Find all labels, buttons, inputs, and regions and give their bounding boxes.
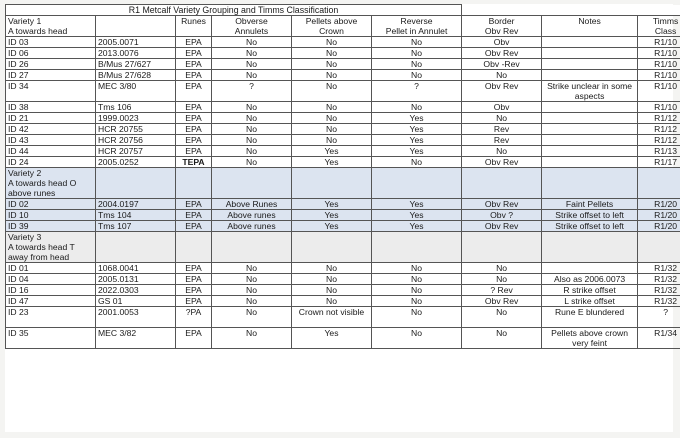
cell-notes bbox=[542, 146, 638, 157]
cell-runes: EPA bbox=[176, 296, 212, 307]
header-notes: Notes bbox=[542, 16, 638, 37]
group-label bbox=[6, 168, 96, 199]
empty-cell bbox=[462, 168, 542, 199]
group-label-line: above runes bbox=[8, 188, 56, 198]
cell-notes bbox=[542, 124, 638, 135]
cell-timms: R1/20 bbox=[638, 221, 680, 232]
cell-ref: 2005.0131 bbox=[96, 274, 176, 285]
cell-border: Obv -Rev bbox=[462, 59, 542, 70]
table-row bbox=[6, 37, 680, 48]
cell-obv: Above runes bbox=[212, 221, 292, 232]
header-timms: Timms Class bbox=[638, 16, 680, 37]
table-row bbox=[6, 221, 680, 232]
cell-id: ID 10 bbox=[6, 210, 96, 221]
cell-rev: No bbox=[372, 274, 462, 285]
empty-cell bbox=[542, 168, 638, 199]
table-row bbox=[6, 102, 680, 113]
table-row bbox=[6, 210, 680, 221]
cell-obv: Above runes bbox=[212, 210, 292, 221]
group-label-line: away from head bbox=[8, 252, 70, 262]
cell-ref: 2022.0303 bbox=[96, 285, 176, 296]
cell-timms: R1/12 bbox=[638, 135, 680, 146]
cell-notes bbox=[542, 157, 638, 168]
cell-notes: Strike offset to left bbox=[542, 210, 638, 221]
cell-id: ID 06 bbox=[6, 48, 96, 59]
cell-notes: Faint Pellets bbox=[542, 199, 638, 210]
cell-notes bbox=[542, 102, 638, 113]
group-label bbox=[6, 232, 96, 263]
cell-rev: No bbox=[372, 307, 462, 328]
cell-obv: No bbox=[212, 263, 292, 274]
empty-cell bbox=[96, 232, 176, 263]
cell-id: ID 16 bbox=[6, 285, 96, 296]
empty-cell bbox=[638, 232, 680, 263]
table-row bbox=[6, 285, 680, 296]
cell-border: ? Rev bbox=[462, 285, 542, 296]
cell-notes bbox=[542, 70, 638, 81]
cell-pellets: No bbox=[292, 59, 372, 70]
table-row bbox=[6, 81, 680, 102]
table-row bbox=[6, 124, 680, 135]
cell-pellets: No bbox=[292, 81, 372, 102]
cell-ref: MEC 3/82 bbox=[96, 328, 176, 349]
cell-timms: R1/20 bbox=[638, 199, 680, 210]
cell-pellets: No bbox=[292, 102, 372, 113]
cell-border: Obv Rev bbox=[462, 199, 542, 210]
cell-pellets: Yes bbox=[292, 210, 372, 221]
cell-ref: HCR 20756 bbox=[96, 135, 176, 146]
cell-border: No bbox=[462, 263, 542, 274]
cell-obv: No bbox=[212, 274, 292, 285]
cell-rev: Yes bbox=[372, 210, 462, 221]
cell-runes: EPA bbox=[176, 199, 212, 210]
cell-border: Obv Rev bbox=[462, 296, 542, 307]
cell-border: Obv ? bbox=[462, 210, 542, 221]
table-title: R1 Metcalf Variety Grouping and Timms Classification bbox=[6, 5, 462, 16]
cell-border: Rev bbox=[462, 124, 542, 135]
cell-rev: No bbox=[372, 48, 462, 59]
cell-id: ID 35 bbox=[6, 328, 96, 349]
cell-id: ID 27 bbox=[6, 70, 96, 81]
cell-id: ID 04 bbox=[6, 274, 96, 285]
cell-obv: No bbox=[212, 135, 292, 146]
cell-timms: R1/13 bbox=[638, 146, 680, 157]
table-row bbox=[6, 59, 680, 70]
table-row bbox=[6, 48, 680, 59]
header-border: Border Obv Rev bbox=[462, 16, 542, 37]
cell-timms: R1/32 bbox=[638, 285, 680, 296]
cell-rev: Yes bbox=[372, 135, 462, 146]
group-label-line: A towards head O bbox=[8, 178, 77, 188]
cell-border: Obv bbox=[462, 102, 542, 113]
cell-id: ID 26 bbox=[6, 59, 96, 70]
cell-runes: EPA bbox=[176, 37, 212, 48]
cell-notes: Rune E blundered bbox=[542, 307, 638, 328]
table-row bbox=[6, 296, 680, 307]
cell-notes: Also as 2006.0073 bbox=[542, 274, 638, 285]
cell-rev: No bbox=[372, 102, 462, 113]
cell-runes: EPA bbox=[176, 124, 212, 135]
cell-ref: MEC 3/80 bbox=[96, 81, 176, 102]
cell-ref: Tms 107 bbox=[96, 221, 176, 232]
cell-runes: EPA bbox=[176, 328, 212, 349]
cell-timms: R1/10 bbox=[638, 48, 680, 59]
cell-pellets: No bbox=[292, 285, 372, 296]
cell-runes: ?PA bbox=[176, 307, 212, 328]
cell-timms: R1/32 bbox=[638, 296, 680, 307]
cell-obv: No bbox=[212, 70, 292, 81]
cell-notes: L strike offset bbox=[542, 296, 638, 307]
cell-obv: No bbox=[212, 296, 292, 307]
empty-cell bbox=[542, 232, 638, 263]
cell-timms: R1/12 bbox=[638, 113, 680, 124]
cell-rev: No bbox=[372, 70, 462, 81]
cell-pellets: Yes bbox=[292, 221, 372, 232]
cell-obv: No bbox=[212, 102, 292, 113]
title-row bbox=[6, 5, 680, 16]
table-row bbox=[6, 146, 680, 157]
cell-timms: R1/17 bbox=[638, 157, 680, 168]
cell-rev: No bbox=[372, 328, 462, 349]
cell-ref: B/Mus 27/627 bbox=[96, 59, 176, 70]
cell-rev: ? bbox=[372, 81, 462, 102]
empty-cell bbox=[372, 232, 462, 263]
cell-obv: No bbox=[212, 328, 292, 349]
cell-border: No bbox=[462, 113, 542, 124]
cell-id: ID 38 bbox=[6, 102, 96, 113]
cell-rev: Yes bbox=[372, 113, 462, 124]
cell-ref: Tms 104 bbox=[96, 210, 176, 221]
cell-border: No bbox=[462, 307, 542, 328]
cell-pellets: No bbox=[292, 274, 372, 285]
cell-pellets: No bbox=[292, 296, 372, 307]
cell-ref: 2005.0071 bbox=[96, 37, 176, 48]
table-row bbox=[6, 157, 680, 168]
table-row bbox=[6, 199, 680, 210]
header-reverse: Reverse Pellet in Annulet bbox=[372, 16, 462, 37]
cell-pellets: Yes bbox=[292, 199, 372, 210]
empty-cell bbox=[372, 168, 462, 199]
cell-timms: R1/20 bbox=[638, 210, 680, 221]
cell-ref: Tms 106 bbox=[96, 102, 176, 113]
header-pellets-crown: Pellets above Crown bbox=[292, 16, 372, 37]
cell-runes: EPA bbox=[176, 102, 212, 113]
cell-id: ID 42 bbox=[6, 124, 96, 135]
cell-id: ID 24 bbox=[6, 157, 96, 168]
cell-ref: B/Mus 27/628 bbox=[96, 70, 176, 81]
empty-cell bbox=[638, 168, 680, 199]
cell-border: Obv bbox=[462, 37, 542, 48]
cell-runes: EPA bbox=[176, 135, 212, 146]
cell-runes: EPA bbox=[176, 48, 212, 59]
cell-border: Obv Rev bbox=[462, 48, 542, 59]
classification-table bbox=[5, 4, 680, 349]
cell-timms: R1/34 bbox=[638, 328, 680, 349]
cell-ref: HCR 20755 bbox=[96, 124, 176, 135]
header-runes: Runes bbox=[176, 16, 212, 37]
cell-rev: Yes bbox=[372, 146, 462, 157]
cell-runes: EPA bbox=[176, 263, 212, 274]
cell-ref: GS 01 bbox=[96, 296, 176, 307]
cell-pellets: No bbox=[292, 135, 372, 146]
cell-border: Obv Rev bbox=[462, 157, 542, 168]
empty-cell bbox=[212, 168, 292, 199]
cell-runes: EPA bbox=[176, 70, 212, 81]
cell-timms: R1/32 bbox=[638, 263, 680, 274]
cell-rev: Yes bbox=[372, 124, 462, 135]
cell-pellets: Crown not visible bbox=[292, 307, 372, 328]
cell-notes bbox=[542, 48, 638, 59]
cell-pellets: No bbox=[292, 113, 372, 124]
cell-notes bbox=[542, 263, 638, 274]
cell-runes: EPA bbox=[176, 210, 212, 221]
cell-ref: 1999.0023 bbox=[96, 113, 176, 124]
header-row bbox=[6, 16, 680, 37]
cell-border: Rev bbox=[462, 135, 542, 146]
cell-id: ID 01 bbox=[6, 263, 96, 274]
cell-runes: EPA bbox=[176, 221, 212, 232]
cell-runes: EPA bbox=[176, 113, 212, 124]
cell-timms: R1/10 bbox=[638, 59, 680, 70]
group-label-line: Variety 3 bbox=[8, 232, 42, 242]
empty-cell bbox=[212, 232, 292, 263]
cell-border: No bbox=[462, 274, 542, 285]
cell-notes bbox=[542, 37, 638, 48]
header-variety: Variety 1 A towards head bbox=[6, 16, 96, 37]
group-label-line: Variety 2 bbox=[8, 168, 42, 178]
cell-obv: No bbox=[212, 124, 292, 135]
cell-id: ID 21 bbox=[6, 113, 96, 124]
cell-timms: R1/32 bbox=[638, 274, 680, 285]
cell-rev: No bbox=[372, 263, 462, 274]
cell-ref: 2001.0053 bbox=[96, 307, 176, 328]
cell-rev: Yes bbox=[372, 199, 462, 210]
cell-id: ID 23 bbox=[6, 307, 96, 328]
cell-pellets: No bbox=[292, 263, 372, 274]
cell-timms: ? bbox=[638, 307, 680, 328]
cell-rev: No bbox=[372, 37, 462, 48]
cell-rev: No bbox=[372, 296, 462, 307]
cell-notes: R strike offset bbox=[542, 285, 638, 296]
empty-cell bbox=[176, 232, 212, 263]
cell-id: ID 43 bbox=[6, 135, 96, 146]
cell-rev: No bbox=[372, 157, 462, 168]
cell-runes: EPA bbox=[176, 81, 212, 102]
cell-obv: No bbox=[212, 48, 292, 59]
cell-notes bbox=[542, 113, 638, 124]
group-header-row bbox=[6, 232, 680, 263]
cell-runes: EPA bbox=[176, 285, 212, 296]
cell-runes: EPA bbox=[176, 146, 212, 157]
cell-id: ID 39 bbox=[6, 221, 96, 232]
cell-id: ID 34 bbox=[6, 81, 96, 102]
cell-timms: R1/12 bbox=[638, 124, 680, 135]
cell-notes: Strike unclear in some aspects bbox=[542, 81, 638, 102]
cell-obv: No bbox=[212, 59, 292, 70]
cell-border: Obv Rev bbox=[462, 221, 542, 232]
cell-obv: No bbox=[212, 307, 292, 328]
cell-border: No bbox=[462, 146, 542, 157]
group-label-line: A towards head T bbox=[8, 242, 75, 252]
cell-notes bbox=[542, 59, 638, 70]
cell-border: No bbox=[462, 328, 542, 349]
table-row bbox=[6, 135, 680, 146]
empty-cell bbox=[462, 232, 542, 263]
empty-cell bbox=[292, 168, 372, 199]
cell-id: ID 03 bbox=[6, 37, 96, 48]
cell-notes: Strike offset to left bbox=[542, 221, 638, 232]
cell-obv: No bbox=[212, 146, 292, 157]
cell-id: ID 02 bbox=[6, 199, 96, 210]
empty-cell bbox=[176, 168, 212, 199]
empty-cell bbox=[292, 232, 372, 263]
cell-timms: R1/10 bbox=[638, 37, 680, 48]
cell-id: ID 44 bbox=[6, 146, 96, 157]
cell-ref: HCR 20757 bbox=[96, 146, 176, 157]
table-row bbox=[6, 274, 680, 285]
cell-rev: No bbox=[372, 285, 462, 296]
cell-timms: R1/10 bbox=[638, 70, 680, 81]
cell-runes: EPA bbox=[176, 274, 212, 285]
cell-notes: Pellets above crown very feint bbox=[542, 328, 638, 349]
cell-id: ID 47 bbox=[6, 296, 96, 307]
cell-obv: Above Runes bbox=[212, 199, 292, 210]
cell-pellets: No bbox=[292, 48, 372, 59]
document-page bbox=[5, 4, 679, 432]
cell-ref: 1068.0041 bbox=[96, 263, 176, 274]
table-row bbox=[6, 307, 680, 328]
cell-rev: Yes bbox=[372, 221, 462, 232]
cell-ref: 2004.0197 bbox=[96, 199, 176, 210]
cell-timms: R1/10 bbox=[638, 81, 680, 102]
cell-obv: No bbox=[212, 113, 292, 124]
cell-pellets: Yes bbox=[292, 328, 372, 349]
cell-pellets: Yes bbox=[292, 157, 372, 168]
header-ref bbox=[96, 16, 176, 37]
table-row bbox=[6, 328, 680, 349]
table-row bbox=[6, 70, 680, 81]
table-row bbox=[6, 263, 680, 274]
cell-ref: 2013.0076 bbox=[96, 48, 176, 59]
cell-ref: 2005.0252 bbox=[96, 157, 176, 168]
cell-notes bbox=[542, 135, 638, 146]
table-row bbox=[6, 113, 680, 124]
cell-border: Obv Rev bbox=[462, 81, 542, 102]
cell-obv: No bbox=[212, 157, 292, 168]
cell-obv: No bbox=[212, 37, 292, 48]
cell-pellets: Yes bbox=[292, 146, 372, 157]
cell-obv: ? bbox=[212, 81, 292, 102]
cell-pellets: No bbox=[292, 37, 372, 48]
cell-pellets: No bbox=[292, 124, 372, 135]
cell-rev: No bbox=[372, 59, 462, 70]
cell-runes: TEPA bbox=[176, 157, 212, 168]
cell-obv: No bbox=[212, 285, 292, 296]
cell-timms: R1/10 bbox=[638, 102, 680, 113]
cell-runes: EPA bbox=[176, 59, 212, 70]
cell-border: No bbox=[462, 70, 542, 81]
group-header-row bbox=[6, 168, 680, 199]
empty-cell bbox=[96, 168, 176, 199]
header-obverse: Obverse Annulets bbox=[212, 16, 292, 37]
cell-pellets: No bbox=[292, 70, 372, 81]
